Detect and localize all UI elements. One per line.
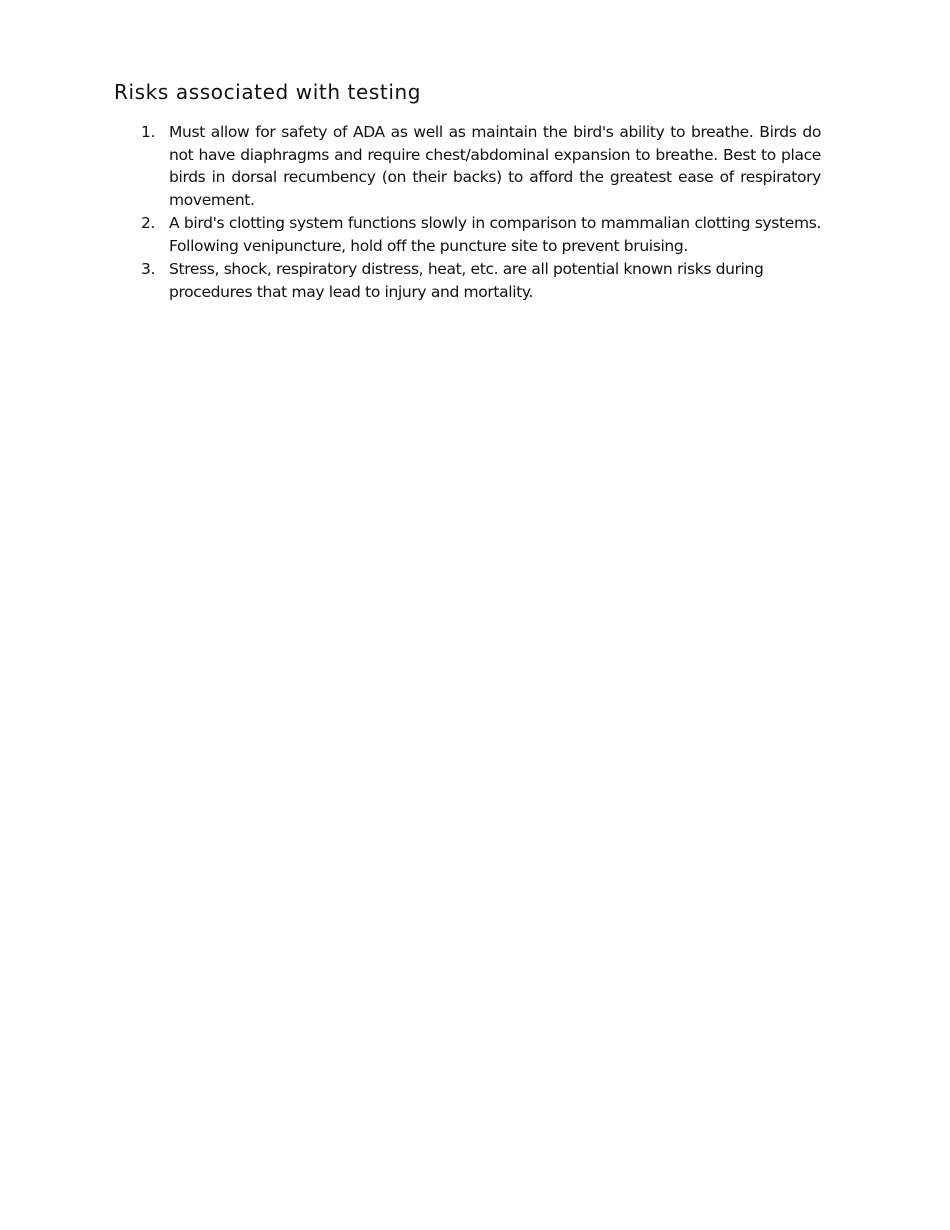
- list-item: [141, 121, 821, 211]
- list-item-number: 1.: [141, 123, 156, 141]
- risk-list: [141, 121, 821, 304]
- list-item-text: Stress, shock, respiratory distress, heat, etc. are all potential known risks during procedures that may lead to injury and mortality.: [169, 260, 764, 301]
- list-item: [141, 258, 821, 303]
- section-heading: Risks associated with testing: [114, 80, 422, 104]
- list-item-number: 3.: [141, 260, 156, 278]
- list-item-number: 2.: [141, 214, 156, 232]
- list-item: [141, 212, 821, 257]
- list-item-text: Must allow for safety of ADA as well as maintain the bird's ability to breathe. Birds do not have diaphragms and require chest/abdominal expansion to breathe. Best to place birds in dorsal recumbency (on their backs) to afford the greatest ease of respiratory movement.: [169, 123, 821, 209]
- list-item-text: A bird's clotting system functions slowly in comparison to mammalian clotting systems. Following venipuncture, hold off the puncture site to prevent bruising.: [169, 214, 821, 255]
